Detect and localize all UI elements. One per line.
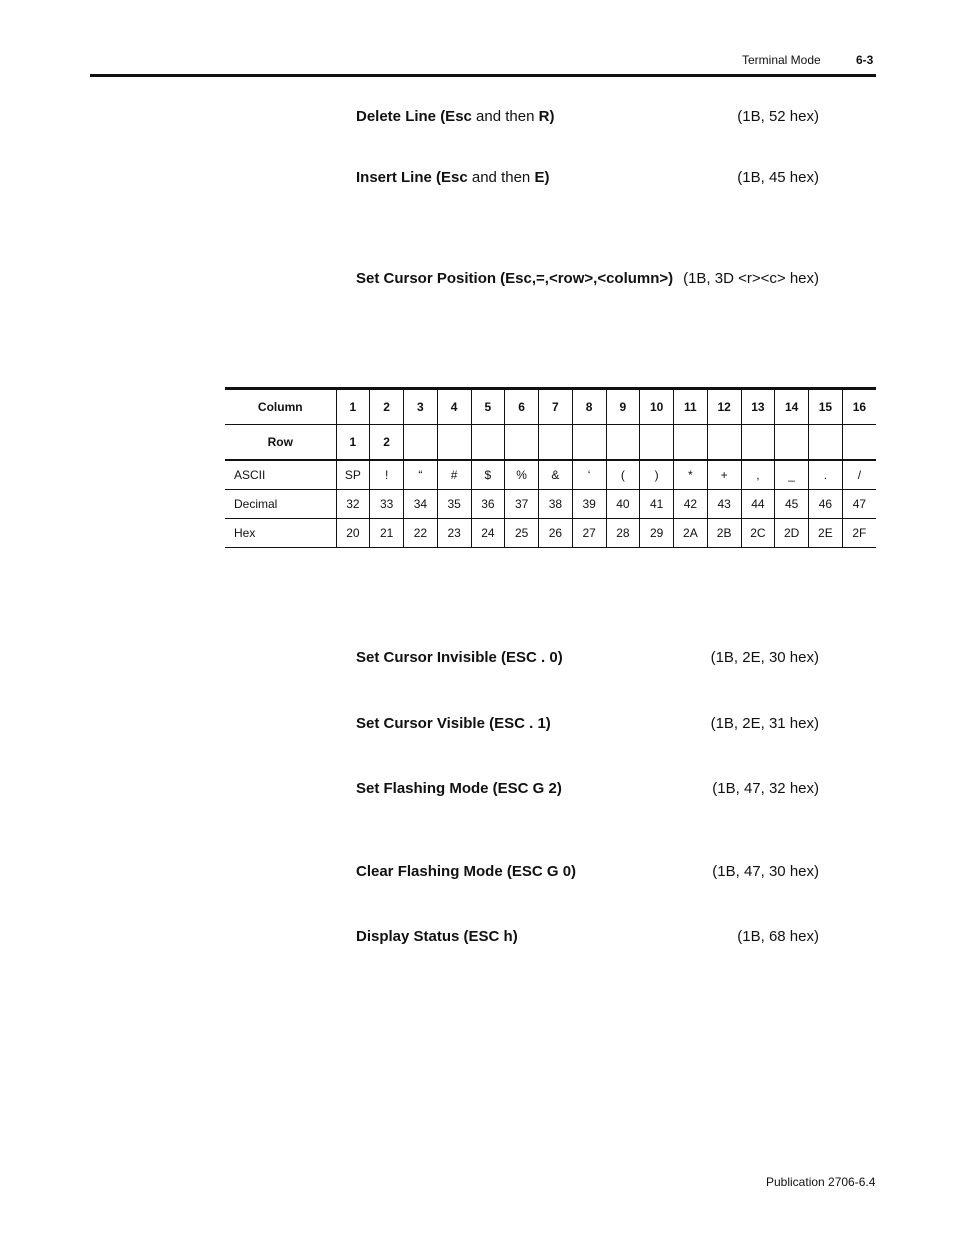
- row-cell: [471, 425, 505, 461]
- hex-cell: 24: [471, 519, 505, 548]
- hex-label: Hex: [225, 519, 336, 548]
- set-cursor-position-code: (1B, 3D <r><c> hex): [683, 270, 819, 287]
- column-header-row: [225, 389, 876, 425]
- hex-cell: 22: [404, 519, 438, 548]
- column-cell: 2: [370, 389, 404, 425]
- row-cell: [842, 425, 876, 461]
- insert-line-code: (1B, 45 hex): [737, 169, 819, 186]
- hex-cell: 26: [539, 519, 573, 548]
- decimal-cell: 39: [572, 490, 606, 519]
- display-status-code: (1B, 68 hex): [737, 928, 819, 945]
- decimal-cell: 47: [842, 490, 876, 519]
- ascii-cell: SP: [336, 460, 370, 490]
- row-cell: [640, 425, 674, 461]
- decimal-cell: 38: [539, 490, 573, 519]
- decimal-cell: 35: [437, 490, 471, 519]
- decimal-cell: 32: [336, 490, 370, 519]
- cursor-invisible-code: (1B, 2E, 30 hex): [710, 649, 819, 666]
- hex-cell: 21: [370, 519, 404, 548]
- column-cell: 7: [539, 389, 573, 425]
- column-cell: 14: [775, 389, 809, 425]
- ascii-code-table: [225, 387, 876, 548]
- row-cell: [404, 425, 438, 461]
- row-cell: [674, 425, 708, 461]
- ascii-cell: _: [775, 460, 809, 490]
- row-cell: [505, 425, 539, 461]
- row-cell: [539, 425, 573, 461]
- row-label: Row: [225, 425, 336, 461]
- row-cell: 2: [370, 425, 404, 461]
- hex-cell: 29: [640, 519, 674, 548]
- page-number: 6-3: [856, 53, 874, 67]
- hex-cell: 25: [505, 519, 539, 548]
- row-cell: [741, 425, 775, 461]
- decimal-cell: 46: [809, 490, 843, 519]
- hex-cell: 2B: [707, 519, 741, 548]
- clear-flashing-code: (1B, 47, 30 hex): [712, 863, 819, 880]
- column-cell: 8: [572, 389, 606, 425]
- column-cell: 9: [606, 389, 640, 425]
- decimal-cell: 37: [505, 490, 539, 519]
- delete-line-command: Delete Line (Esc and then R): [356, 108, 555, 125]
- row-cell: [809, 425, 843, 461]
- column-cell: 15: [809, 389, 843, 425]
- row-cell: [437, 425, 471, 461]
- running-header-title: Terminal Mode: [742, 53, 821, 67]
- row-cell: [707, 425, 741, 461]
- decimal-row: [225, 490, 876, 519]
- column-label: Column: [225, 389, 336, 425]
- hex-cell: 2D: [775, 519, 809, 548]
- column-cell: 11: [674, 389, 708, 425]
- ascii-cell: /: [842, 460, 876, 490]
- ascii-cell: +: [707, 460, 741, 490]
- decimal-cell: 41: [640, 490, 674, 519]
- decimal-cell: 33: [370, 490, 404, 519]
- decimal-cell: 45: [775, 490, 809, 519]
- flashing-mode-code: (1B, 47, 32 hex): [712, 780, 819, 797]
- column-cell: 6: [505, 389, 539, 425]
- set-cursor-position-command: Set Cursor Position (Esc,=,<row>,<column>): [356, 270, 674, 287]
- column-cell: 3: [404, 389, 438, 425]
- flashing-mode-command: Set Flashing Mode (ESC G 2): [356, 780, 562, 797]
- cursor-visible-command: Set Cursor Visible (ESC . 1): [356, 715, 551, 732]
- publication-footer: Publication 2706-6.4: [766, 1175, 876, 1189]
- row-cell: 1: [336, 425, 370, 461]
- decimal-cell: 44: [741, 490, 775, 519]
- column-cell: 5: [471, 389, 505, 425]
- cursor-invisible-command: Set Cursor Invisible (ESC . 0): [356, 649, 563, 666]
- ascii-row: [225, 460, 876, 490]
- decimal-cell: 36: [471, 490, 505, 519]
- decimal-label: Decimal: [225, 490, 336, 519]
- ascii-cell: !: [370, 460, 404, 490]
- hex-row: [225, 519, 876, 548]
- ascii-cell: “: [404, 460, 438, 490]
- hex-cell: 27: [572, 519, 606, 548]
- ascii-cell: ,: [741, 460, 775, 490]
- column-cell: 10: [640, 389, 674, 425]
- cursor-visible-code: (1B, 2E, 31 hex): [710, 715, 819, 732]
- ascii-cell: #: [437, 460, 471, 490]
- decimal-cell: 40: [606, 490, 640, 519]
- display-status-command: Display Status (ESC h): [356, 928, 518, 945]
- column-cell: 4: [437, 389, 471, 425]
- hex-cell: 20: [336, 519, 370, 548]
- decimal-cell: 34: [404, 490, 438, 519]
- delete-line-code: (1B, 52 hex): [737, 108, 819, 125]
- ascii-cell: .: [809, 460, 843, 490]
- decimal-cell: 42: [674, 490, 708, 519]
- ascii-cell: ‘: [572, 460, 606, 490]
- row-cell: [572, 425, 606, 461]
- column-cell: 16: [842, 389, 876, 425]
- row-cell: [606, 425, 640, 461]
- ascii-cell: $: [471, 460, 505, 490]
- decimal-cell: 43: [707, 490, 741, 519]
- hex-cell: 2F: [842, 519, 876, 548]
- clear-flashing-command: Clear Flashing Mode (ESC G 0): [356, 863, 577, 880]
- column-cell: 12: [707, 389, 741, 425]
- column-cell: 13: [741, 389, 775, 425]
- hex-cell: 23: [437, 519, 471, 548]
- ascii-cell: %: [505, 460, 539, 490]
- ascii-cell: (: [606, 460, 640, 490]
- hex-cell: 28: [606, 519, 640, 548]
- column-cell: 1: [336, 389, 370, 425]
- ascii-cell: ): [640, 460, 674, 490]
- header-rule: [90, 74, 876, 77]
- hex-cell: 2E: [809, 519, 843, 548]
- insert-line-command: Insert Line (Esc and then E): [356, 169, 550, 186]
- row-header-row: [225, 425, 876, 461]
- ascii-cell: &: [539, 460, 573, 490]
- ascii-label: ASCII: [225, 460, 336, 490]
- ascii-cell: *: [674, 460, 708, 490]
- hex-cell: 2C: [741, 519, 775, 548]
- hex-cell: 2A: [674, 519, 708, 548]
- row-cell: [775, 425, 809, 461]
